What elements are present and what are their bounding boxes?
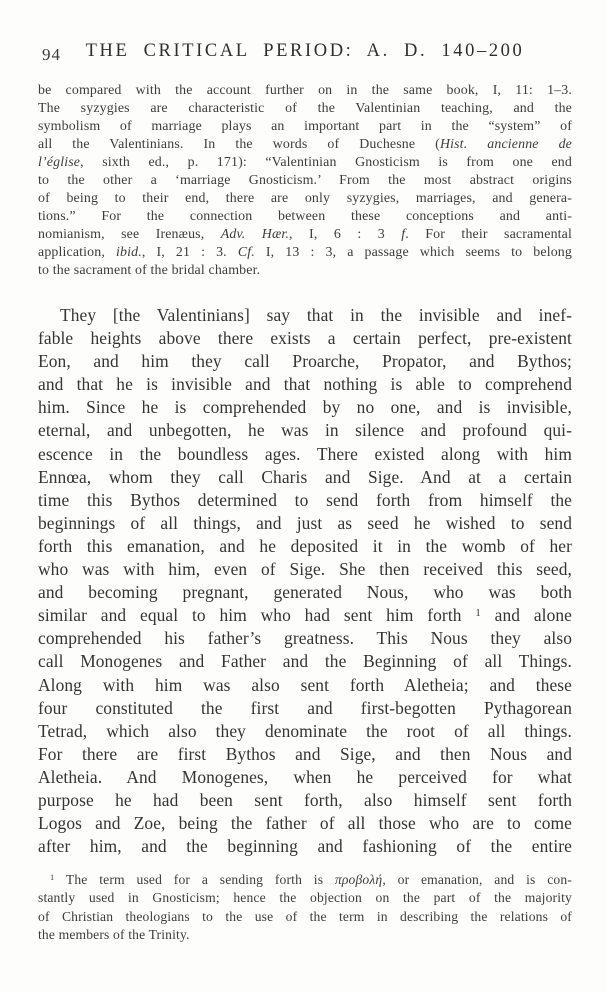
note-line: to the sacrament of the bridal chamber. (38, 263, 261, 278)
body-line: escence in the boundless ages. There existed along with him (38, 443, 572, 464)
note-line: l’église, sixth ed., p. 171): “Valentinian Gnosticism is from one end (38, 155, 572, 170)
body-line: For there are first Bythos and Sige, and then Nous and (38, 743, 572, 764)
footnote-line: the members of the Trinity. (38, 926, 190, 942)
body-line: Aletheia. And Monogenes, when he perceived for what (38, 766, 572, 787)
body-line: forth this emanation, and he deposited it in the womb of her (38, 535, 572, 556)
body-line: Eon, and him they call Proarche, Propator, and Bythos; (38, 351, 572, 372)
page-number: 94 (42, 45, 61, 64)
editorial-note (38, 82, 572, 280)
note-line: of being to their end, there are only syzygies, marriages, and genera- (38, 191, 572, 206)
body-line: time this Bythos determined to send forth from himself the (38, 489, 572, 510)
body-line: who was with him, even of Sige. She then received this seed, (38, 559, 572, 580)
footnote (38, 871, 572, 944)
body-line: beginnings of all things, and just as seed he wished to send (38, 512, 572, 533)
note-line: application, ibid., I, 21 : 3. Cf. I, 13 : 3, a passage which seems to belong (38, 245, 572, 260)
body-line: Logos and Zoe, being the father of all those who are to come (38, 813, 572, 834)
body-line: four constituted the first and first-begotten Pythagorean (38, 697, 572, 718)
page-header (38, 41, 572, 67)
footnote-line: of Christian theologians to the use of the term in describing the relations of (38, 908, 572, 924)
running-title: THE CRITICAL PERIOD: A. D. 140–200 (85, 41, 525, 61)
note-line: to the other a ‘marriage Gnosticism.’ From the most abstract origins (38, 173, 572, 188)
note-line: symbolism of marriage plays an important part in the “system” of (38, 119, 572, 134)
body-line: and becoming pregnant, generated Nous, who was both (38, 582, 572, 603)
body-line: call Monogenes and Father and the Beginning of all Things. (38, 651, 572, 672)
body-line: similar and equal to him who had sent him forth $^1$ and alone (38, 605, 573, 626)
body-line: Ennœa, whom they call Charis and Sige. And at a certain (38, 466, 572, 487)
body-paragraph (38, 304, 572, 858)
body-line: him. Since he is comprehended by no one, and is invisible, (38, 397, 572, 418)
body-line: fable heights above there exists a certain perfect, pre-existent (38, 328, 572, 349)
footnote-line: stantly used in Gnosticism; hence the objection on the part of the majority (38, 890, 572, 906)
body-line: eternal, and unbegotten, he was in silence and profound qui- (38, 420, 572, 441)
note-line: The syzygies are characteristic of the Valentinian teaching, and the (38, 101, 572, 116)
body-line: comprehended his father’s greatness. This Nous they also (38, 628, 572, 649)
body-line: Along with him was also sent forth Aletheia; and these (38, 674, 572, 695)
note-line: be compared with the account further on in the same book, I, 11: 1–3. (38, 83, 572, 98)
footnote-line: $^1$ The term used for a sending forth is προβολή, or emanation, and is con- (50, 871, 572, 887)
note-line: nomianism, see Irenæus, Adv. Hær., I, 6 : 3 f. For their sacramental (38, 227, 573, 242)
body-line: after him, and the beginning and fashioning of the entire (38, 836, 572, 857)
body-line: purpose he had been sent forth, also himself sent forth (38, 789, 572, 810)
note-line: all the Valentinians. In the words of Duchesne (Hist. ancienne de (38, 137, 572, 152)
note-line: tions.” For the connection between these conceptions and anti- (38, 209, 572, 224)
body-line: and that he is invisible and that nothing is able to comprehend (38, 374, 572, 395)
body-line: Tetrad, which also they denominate the root of all things. (38, 720, 572, 741)
body-line: They [the Valentinians] say that in the invisible and inef- (60, 305, 572, 325)
